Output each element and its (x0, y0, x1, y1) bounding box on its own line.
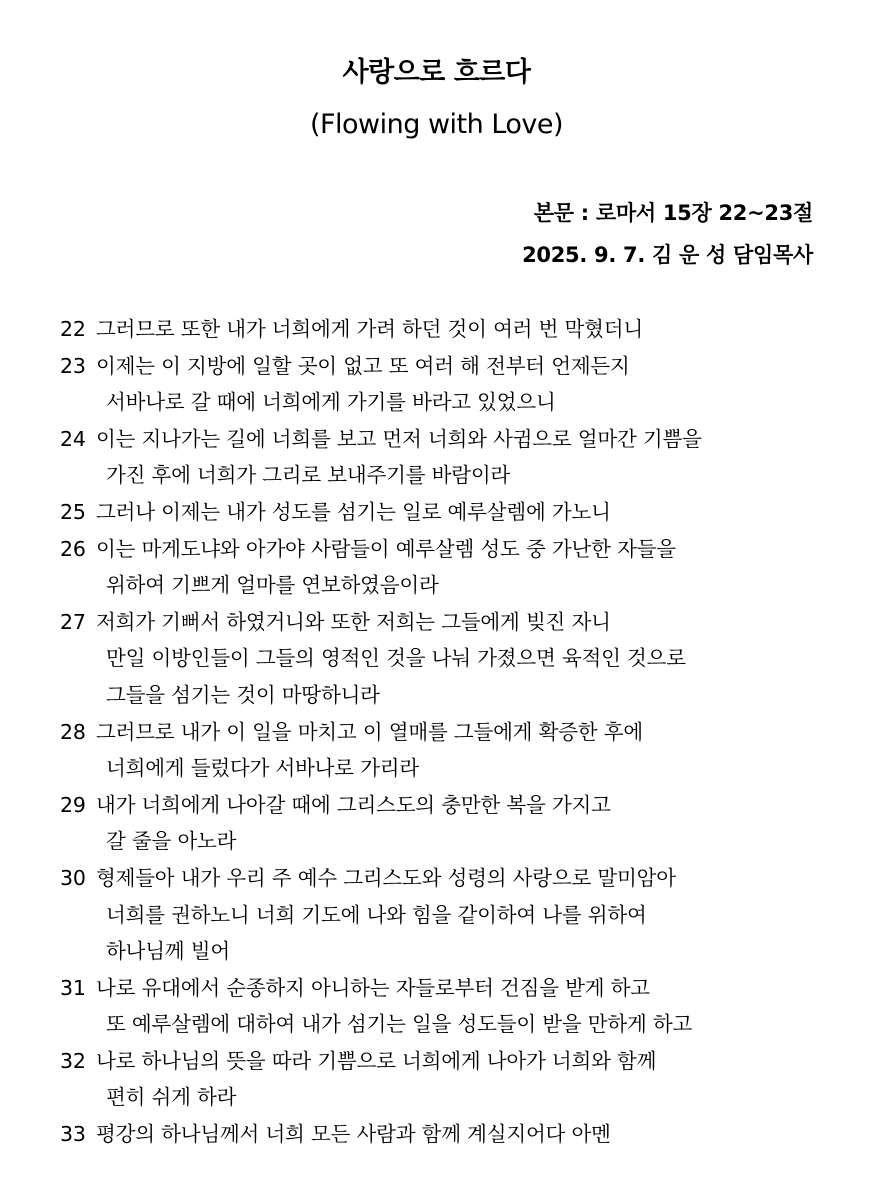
scripture-reference: 본문 : 로마서 15장 22~23절 (533, 201, 813, 225)
verse-number: 24 (60, 426, 86, 451)
verse-text: 하나님께 빌어 (106, 939, 230, 964)
verse-text: 내가 너희에게 나아갈 때에 그리스도의 충만한 복을 가지고 (96, 792, 611, 817)
verse-text: 나로 하나님의 뜻을 따라 기쁨으로 너희에게 나아가 너희와 함께 (96, 1048, 657, 1073)
verse-number: 30 (60, 865, 86, 890)
verse-line (60, 860, 860, 897)
verse-text: 이는 마게도냐와 아가야 사람들이 예루살렘 성도 중 가난한 자들을 (96, 536, 676, 561)
verse-number: 22 (60, 317, 86, 341)
verse-text: 그러나 이제는 내가 성도를 섬기는 일로 예루살렘에 가노니 (96, 499, 611, 524)
verse-line (60, 531, 860, 568)
verse-text: 서바나로 갈 때에 너희에게 가기를 바라고 있었으니 (106, 390, 556, 415)
verse-line (60, 714, 860, 751)
verse-text: 그러므로 내가 이 일을 마치고 이 열매를 그들에게 확증한 후에 (96, 719, 643, 744)
verse-number: 26 (60, 536, 86, 561)
verse-number: 32 (60, 1048, 86, 1073)
verse-line (60, 604, 860, 641)
verse-line (60, 787, 860, 824)
verse-continuation-line (60, 1079, 860, 1116)
verse-text: 저희가 기뻐서 하였거니와 또한 저희는 그들에게 빚진 자니 (96, 609, 611, 634)
verse-text: 너희를 권하노니 너희 기도에 나와 힘을 같이하여 나를 위하여 (106, 902, 647, 927)
verse-text: 형제들아 내가 우리 주 예수 그리스도와 성령의 사랑으로 말미암아 (96, 865, 676, 890)
verse-text: 또 예루살렘에 대하여 내가 섬기는 일을 성도들이 받을 만하게 하고 (106, 1012, 693, 1037)
verse-text: 이제는 이 지방에 일할 곳이 없고 또 여러 해 전부터 언제든지 (96, 353, 630, 378)
date-and-author: 2025. 9. 7. 김 운 성 담임목사 (522, 243, 813, 267)
verse-line (60, 494, 860, 531)
verse-line (60, 1116, 860, 1153)
verse-text: 갈 줄을 아노라 (106, 829, 237, 854)
verse-line (60, 348, 860, 385)
verse-continuation-line (60, 457, 860, 494)
verse-continuation-line (60, 677, 860, 714)
verse-number: 29 (60, 792, 86, 817)
verse-text: 위하여 기쁘게 얼마를 연보하였음이라 (106, 573, 439, 598)
verse-continuation-line (60, 897, 860, 934)
verse-continuation-line (60, 1006, 860, 1043)
verse-continuation-line (60, 567, 860, 604)
verse-continuation-line (60, 823, 860, 860)
verse-number: 27 (60, 609, 86, 634)
verse-text: 그들을 섬기는 것이 마땅하니라 (106, 682, 380, 707)
verse-number: 31 (60, 975, 86, 1000)
page-title: 사랑으로 흐르다 (342, 57, 531, 88)
verse-line (60, 311, 860, 348)
verse-continuation-line (60, 933, 860, 970)
verse-continuation-line (60, 384, 860, 421)
verse-continuation-line (60, 640, 860, 677)
verse-line (60, 970, 860, 1007)
verse-list (60, 311, 860, 1153)
verse-text: 만일 이방인들이 그들의 영적인 것을 나눠 가졌으면 육적인 것으로 (106, 646, 686, 671)
verse-text: 평강의 하나님께서 너희 모든 사람과 함께 계실지어다 아멘 (96, 1122, 611, 1147)
verse-line (60, 421, 860, 458)
verse-text: 편히 쉬게 하라 (106, 1085, 237, 1110)
verse-number: 28 (60, 719, 86, 744)
verse-text: 그러므로 또한 내가 너희에게 가려 하던 것이 여러 번 막혔더니 (96, 317, 643, 341)
verse-number: 23 (60, 353, 86, 378)
verse-continuation-line (60, 750, 860, 787)
verse-text: 너희에게 들렀다가 서바나로 가리라 (106, 756, 419, 781)
verse-text: 나로 유대에서 순종하지 아니하는 자들로부터 건짐을 받게 하고 (96, 975, 650, 1000)
page-subtitle: (Flowing with Love) (309, 109, 564, 140)
verse-number: 25 (60, 499, 86, 524)
verse-text: 가진 후에 너희가 그리로 보내주기를 바람이라 (106, 463, 511, 488)
verse-text: 이는 지나가는 길에 너희를 보고 먼저 너희와 사귐으로 얼마간 기쁨을 (96, 426, 702, 451)
verse-number: 33 (60, 1122, 86, 1147)
verse-line (60, 1043, 860, 1080)
